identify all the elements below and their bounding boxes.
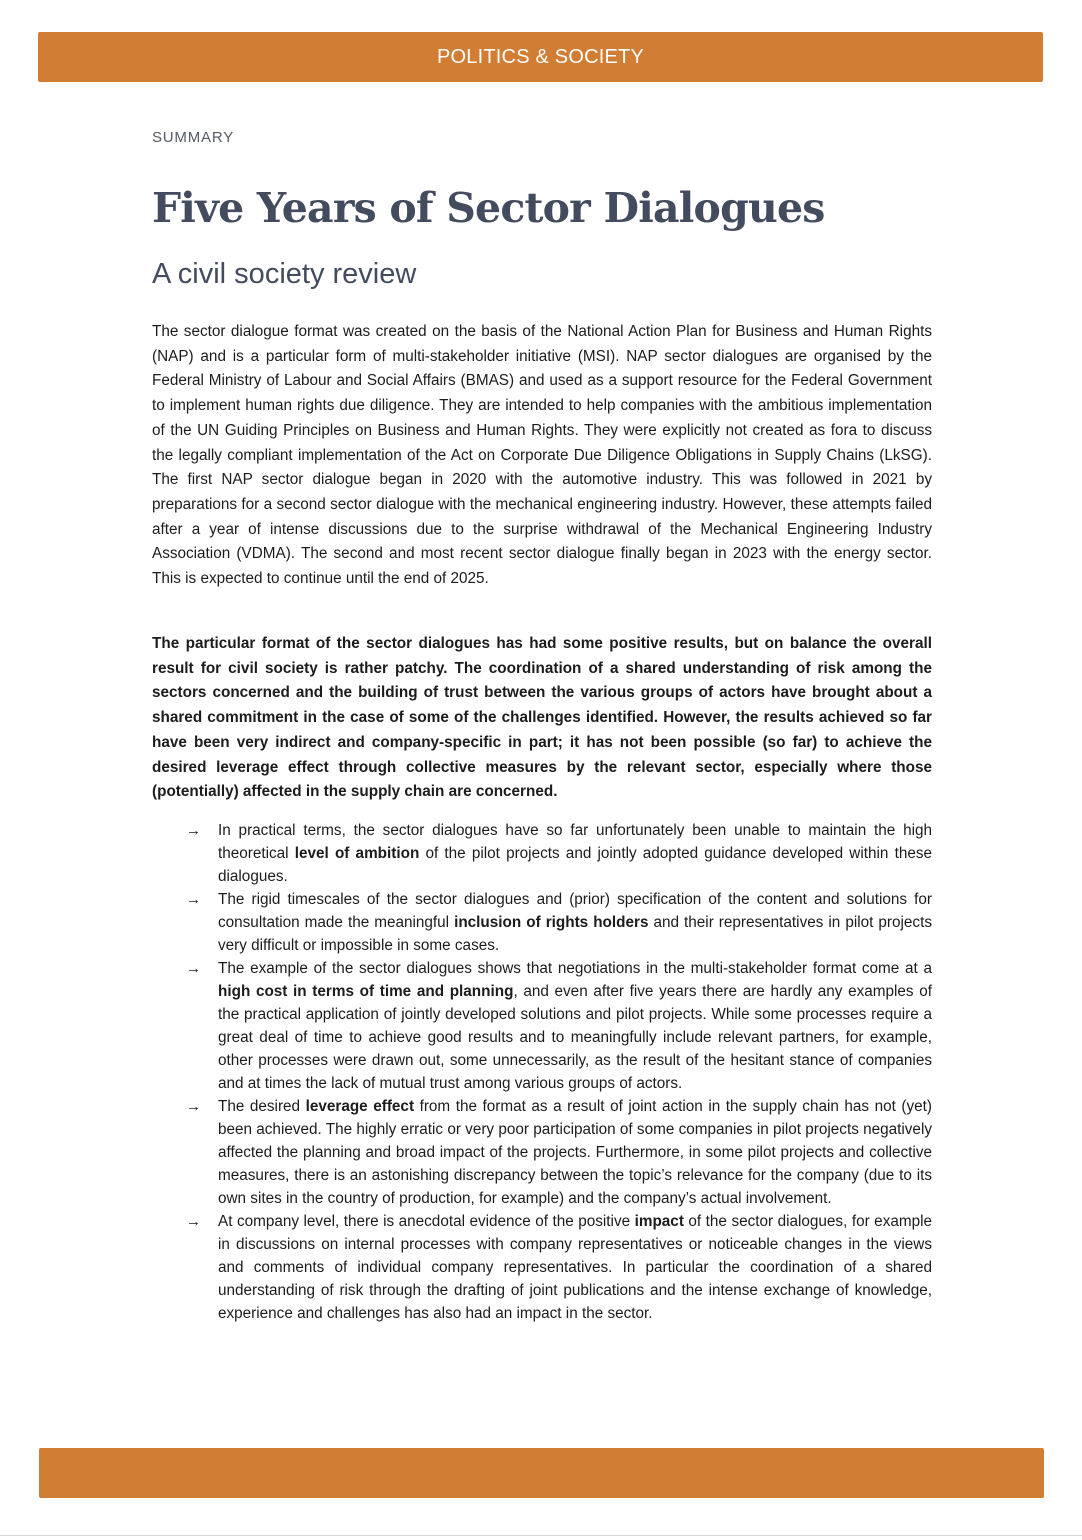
bullet-emphasis: inclusion of rights holders (454, 914, 649, 931)
bullet-emphasis: level of ambition (294, 845, 420, 862)
bullet-text: The example of the sector dialogues shows that negotiations in the multi-stakeholder format come at a (218, 960, 932, 977)
intro-paragraph: The sector dialogue format was created on the basis of the National Action Plan for Business and Human Rights (NAP) and is a particular form of multi-stakeholder initiative (MSI). NAP sector dialogues are organised by the Federal Ministry of Labour and Social Affairs (BMAS) and used as a support resource for the Federal Government to implement human rights due diligence. They are intended to help companies with the ambitious implementation of the UN Guiding Principles on Business and Human Rights. They were explicitly not created as fora to discuss the legally compliant implementation of the Act on Corporate Due Diligence Obligations in Supply Chains (LkSG). The first NAP sector dialogue began in 2020 with the automotive industry. This was followed in 2021 by preparations for a second sector dialogue with the mechanical engineering industry. However, these attempts failed after a year of intense discussions due to the surprise withdrawal of the Mechanical Engineering Industry Association (VDMA). The second and most recent sector dialogue finally began in 2023 with the energy sector. This is expected to continue until the end of 2025. (152, 323, 932, 588)
arrow-right-icon: → (186, 1213, 201, 1230)
page-subtitle: A civil society review (152, 258, 417, 290)
bullet-text: The desired (218, 1098, 306, 1115)
arrow-right-icon: → (186, 822, 201, 839)
bullet-text: In practical terms, the sector dialogues have so far unfortunately been unable to maintain the high theoretical (218, 822, 932, 862)
bullet-text: At company level, there is anecdotal evidence of the positive (218, 1213, 635, 1230)
bullet-text: of the sector dialogues, for example in discussions on internal processes with company representatives or noticeable changes in the views and comments of individual company representatives. In particular the coordination of a shared understanding of risk through the drafting of joint publications and the intense exchange of knowledge, experience and challenges has also had an impact in the sector. (218, 1213, 933, 1322)
footer-banner (39, 1448, 1044, 1498)
page-title: Five Years of Sector Dialogues (152, 184, 825, 232)
arrow-right-icon: → (186, 960, 201, 977)
page-bottom-divider (0, 1535, 1082, 1536)
lead-paragraph: The particular format of the sector dialogues has had some positive results, but on balance the overall result for civil society is rather patchy. The coordination of a shared understanding of risk among the sectors concerned and the building of trust between the various groups of actors have brought about a shared commitment in the case of some of the challenges identified. However, the results achieved so far have been very indirect and company-specific in part; it has not been possible (so far) to achieve the desired leverage effect through collective measures by the relevant sector, especially where those (potentially) affected in the supply chain are concerned. (152, 635, 932, 801)
list-item (152, 819, 932, 888)
bullet-text: from the format as a result of joint action in the supply chain has not (yet) been achieved. The highly erratic or very poor participation of some companies in pilot projects negatively affected the planning and broad impact of the projects. Furthermore, in some pilot projects and collective measures, there is an astonishing discrepancy between the topic’s relevance for the company (due to its own sites in the country of production, for example) and the company’s actual involvement. (218, 1098, 933, 1207)
list-item (152, 888, 932, 957)
list-item (152, 1210, 932, 1325)
list-item (152, 1095, 932, 1210)
section-banner (38, 32, 1043, 82)
bullet-text: The rigid timescales of the sector dialogues and (prior) specification of the content and solutions for consultation made the meaningful (218, 891, 932, 931)
findings-list (152, 819, 932, 1325)
bullet-text: and their representatives in pilot projects very difficult or impossible in some cases. (218, 914, 932, 954)
bullet-text: , and even after five years there are hardly any examples of the practical application of jointly developed solutions and pilot projects. While some processes require a great deal of time to achieve good results and to meaningfully include relevant partners, for example, other processes were drawn out, some unnecessarily, as the result of the hesitant stance of companies and at times the lack of mutual trust among various groups of actors. (218, 983, 932, 1092)
summary-label: SUMMARY (152, 129, 234, 146)
list-item (152, 957, 932, 1095)
section-banner-label: POLITICS & SOCIETY (437, 45, 644, 68)
bullet-emphasis: leverage effect (305, 1098, 415, 1115)
arrow-right-icon: → (186, 891, 201, 908)
bullet-emphasis: impact (634, 1213, 684, 1230)
bullet-emphasis: high cost in terms of time and planning (218, 983, 514, 1000)
bullet-text: of the pilot projects and jointly adopted guidance developed within these dialogues. (218, 845, 932, 885)
arrow-right-icon: → (186, 1098, 201, 1115)
